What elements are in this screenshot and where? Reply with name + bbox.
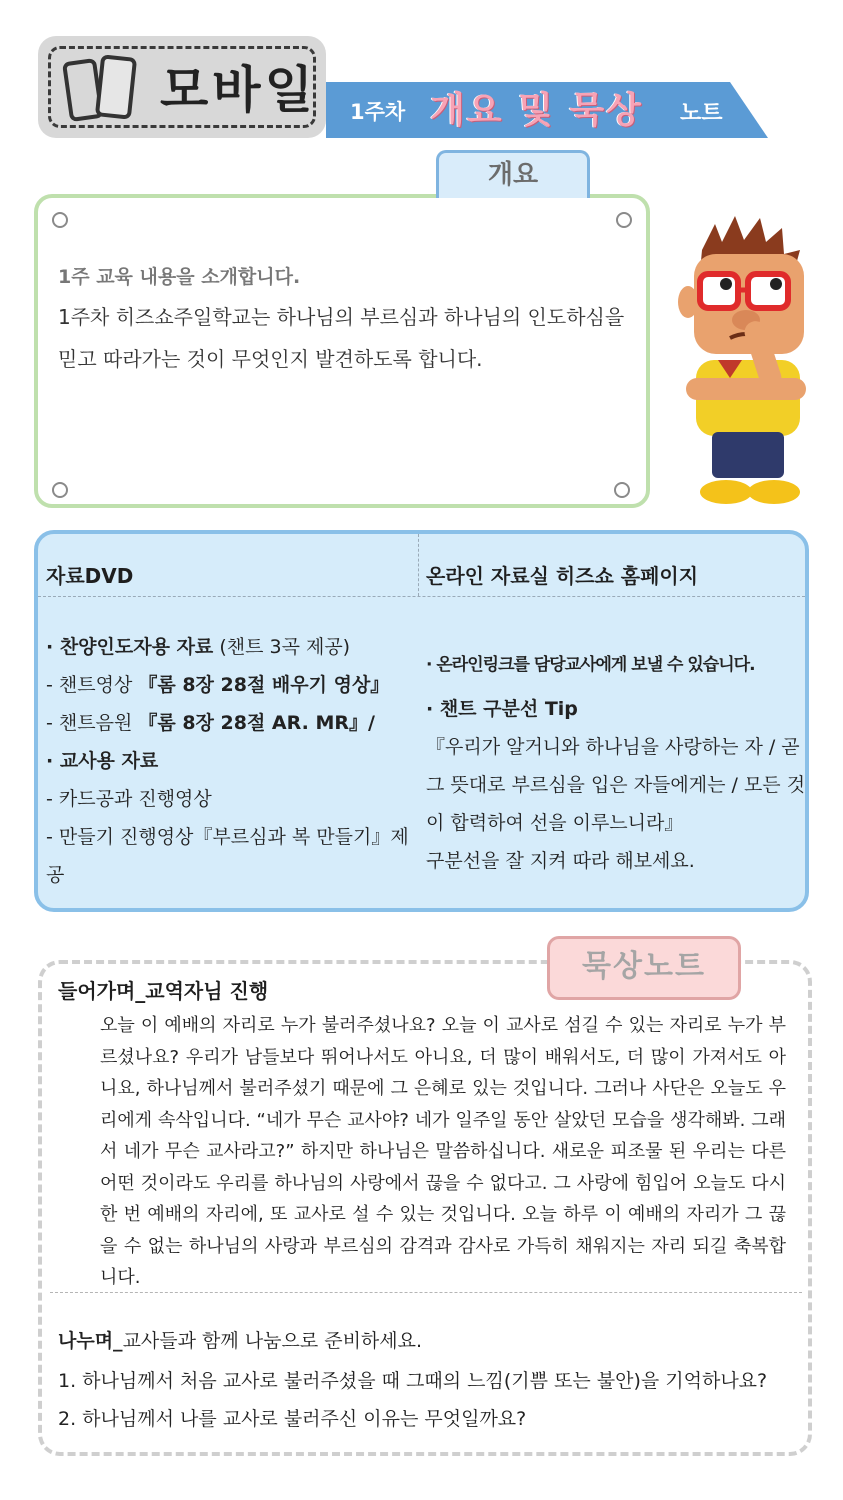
list-item: · 찬양인도자용 자료 (챈트 3곡 제공) — [46, 636, 351, 658]
meditation-body: 오늘 이 예배의 자리로 누가 불러주셨나요? 오늘 이 교사로 섬길 수 있는 자리로 누가 부르셨나요? 우리가 남들보다 뛰어나서도 아니요, 더 많이 배워서도, 더 많이 가져서도 아니요, 하나님께서 불러주셨기 때문에 그 은혜로 있는 것입니다. 그러나 사단은 오늘도 우리에게 속삭입니다. “네가 무슨 교사야? 네가 일주일 동안 살았던 모습을 생각해봐. 그래서 네가 무슨 교사라고?” 하지만 하나님은 말씀하십니다. 새로운 피조물 된 우리는 다른 어떤 것이라도 우리를 하나님의 사랑에서 끊을 수 없다고. 그 사랑에 힘입어 오늘도 다시 한 번 예배의 자리에, 또 교사로 설 수 있는 것입니다. 오늘 하루 이 예배의 자리가 그 끊을 수 없는 하나님의 사랑과 부르심의 감격과 감사로 가득히 채워지는 자리 되길 축복합니다. — [100, 1015, 786, 1288]
intro-heading: 들어가며_교역자님 진행 — [58, 979, 269, 1003]
dvd-heading: 자료DVD — [46, 564, 134, 588]
question-item: 1. 하나님께서 처음 교사로 불러주셨을 때 그때의 느낌(기쁨 또는 불안)을 기억하나요? — [58, 1370, 768, 1392]
question-item: 2. 하나님께서 나를 교사로 불러주신 이유는 무엇일까요? — [58, 1408, 527, 1430]
section-divider — [50, 1292, 802, 1293]
overview-subtitle: 1주 교육 내용을 소개합니다. — [58, 266, 301, 288]
binder-hole — [616, 212, 632, 228]
section-title: 모바일 — [160, 61, 317, 119]
mobile-phone-icon — [62, 52, 142, 124]
thinking-character-illustration — [660, 210, 830, 510]
column-divider — [418, 534, 419, 596]
share-heading: 나누며_교사들과 함께 나눔으로 준비하세요. — [58, 1330, 423, 1352]
dvd-resources-list — [46, 628, 418, 894]
list-item: · 교사용 자료 — [46, 750, 159, 772]
meditation-tab: 묵상노트 — [547, 936, 741, 1000]
list-item: - 만들기 진행영상『부르심과 복 만들기』제공 — [46, 826, 409, 886]
list-item: · 온라인링크를 담당교사에게 보낼 수 있습니다. — [426, 655, 755, 675]
list-item: - 챈트음원 『롬 8장 28절 AR. MR』/ — [46, 712, 375, 734]
online-heading: 온라인 자료실 히즈쇼 홈페이지 — [426, 564, 699, 588]
overview-body: 1주차 히즈쇼주일학교는 하나님의 부르심과 하나님의 인도하심을 믿고 따라가는 것이 무엇인지 발견하도록 합니다. — [58, 305, 625, 371]
page-title: 개요 및 묵상 — [430, 90, 643, 131]
list-item: - 챈트영상 『롬 8장 28절 배우기 영상』 — [46, 674, 390, 696]
list-item: · 챈트 구분선 Tip — [426, 698, 578, 720]
list-item: 구분선을 잘 지켜 따라 해보세요. — [426, 850, 695, 872]
list-item: 『우리가 알거니와 하나님을 사랑하는 자 / 곧 그 뜻대로 부르심을 입은 자들에게는 / 모든 것이 합력하여 선을 이루느니라』 — [426, 736, 806, 834]
binder-hole — [614, 482, 630, 498]
note-label: 노트 — [680, 101, 723, 126]
week-label: 1주차 — [350, 100, 406, 124]
binder-hole — [52, 212, 68, 228]
header-divider — [38, 596, 805, 597]
overview-tab: 개요 — [436, 150, 590, 198]
list-item: - 카드공과 진행영상 — [46, 788, 212, 810]
binder-hole — [52, 482, 68, 498]
online-resources-list — [426, 646, 812, 880]
